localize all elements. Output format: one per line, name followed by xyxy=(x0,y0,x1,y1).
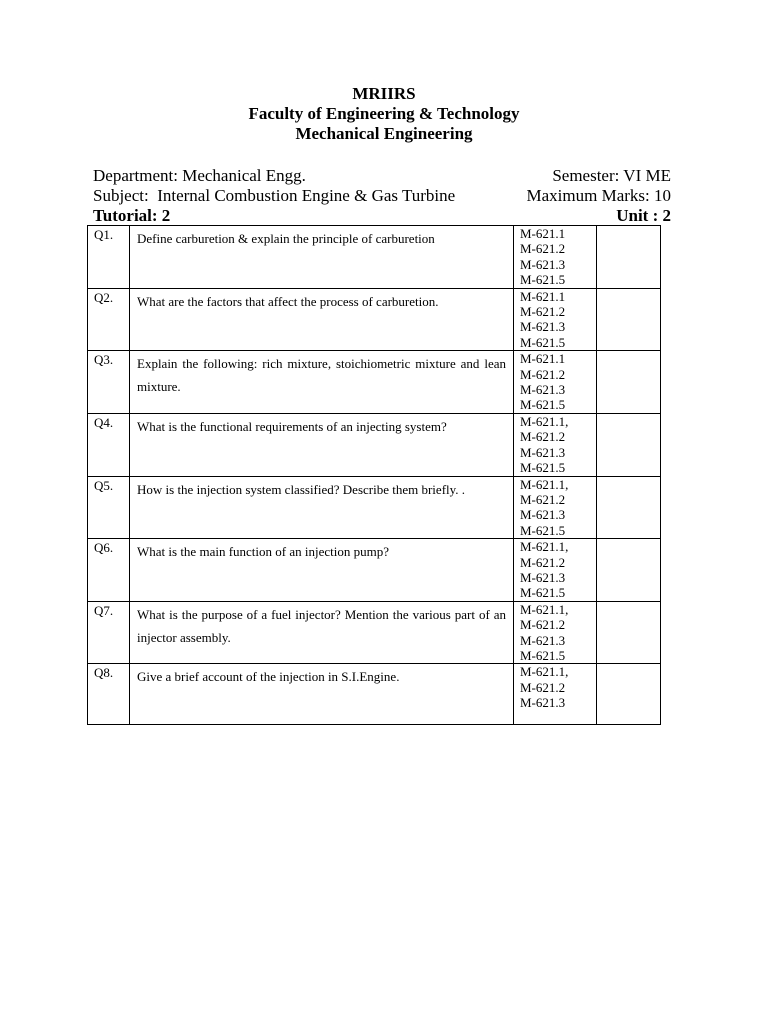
co-code: M-621.2 xyxy=(520,617,566,633)
co-code: M-621.2 xyxy=(520,366,566,382)
question-number: Q5. xyxy=(88,476,130,539)
course-outcomes xyxy=(514,476,597,539)
question-text: Explain the following: rich mixture, stoichiometric mixture and lean mixture. xyxy=(130,351,514,414)
co-code: M-621.2 xyxy=(520,304,566,320)
co-code: M-621.1, xyxy=(520,664,569,680)
marks-cell xyxy=(597,351,661,414)
question-text: Give a brief account of the injection in S.I.Engine. xyxy=(130,664,514,725)
marks-cell xyxy=(597,664,661,725)
question-row xyxy=(88,351,661,414)
co-code: M-621.3 xyxy=(520,632,566,648)
question-number: Q7. xyxy=(88,601,130,664)
question-row xyxy=(88,476,661,539)
question-text: What is the functional requirements of an injecting system? xyxy=(130,413,514,476)
question-row xyxy=(88,413,661,476)
question-number: Q3. xyxy=(88,351,130,414)
marks-cell xyxy=(597,226,661,289)
co-code: M-621.5 xyxy=(520,272,566,288)
question-row xyxy=(88,288,661,351)
question-row xyxy=(88,664,661,725)
co-code: M-621.1, xyxy=(520,539,569,555)
co-code: M-621.3 xyxy=(520,319,566,335)
co-code: M-621.5 xyxy=(520,585,566,601)
co-code: M-621.5 xyxy=(520,397,566,413)
question-row xyxy=(88,226,661,289)
question-text: What is the purpose of a fuel injector? Mention the various part of an injector assembly. xyxy=(130,601,514,664)
question-row xyxy=(88,601,661,664)
co-code: M-621.1, xyxy=(520,476,569,492)
question-text: How is the injection system classified? Describe them briefly. . xyxy=(130,476,514,539)
marks-cell xyxy=(597,413,661,476)
semester-label: Semester: VI ME xyxy=(552,166,671,185)
course-outcomes xyxy=(514,288,597,351)
co-code: M-621.5 xyxy=(520,460,566,476)
co-code: M-621.2 xyxy=(520,679,566,695)
co-code: M-621.3 xyxy=(520,444,566,460)
max-marks-label: Maximum Marks: 10 xyxy=(526,186,671,205)
institute-name: MRIIRS xyxy=(352,84,416,103)
unit-label: Unit : 2 xyxy=(616,206,671,225)
questions-table xyxy=(87,225,661,725)
question-number: Q4. xyxy=(88,413,130,476)
department-title: Mechanical Engineering xyxy=(295,124,473,143)
tutorial-row xyxy=(93,206,671,226)
course-outcomes xyxy=(514,413,597,476)
co-code: M-621.3 xyxy=(520,256,566,272)
marks-cell xyxy=(597,539,661,602)
course-outcomes xyxy=(514,664,597,725)
co-code: M-621.1 xyxy=(520,288,566,304)
question-row xyxy=(88,539,661,602)
co-code: M-621.3 xyxy=(520,507,566,523)
tutorial-label: Tutorial: 2 xyxy=(93,206,171,225)
faculty-name: Faculty of Engineering & Technology xyxy=(248,104,520,123)
subject-row xyxy=(93,186,671,206)
marks-cell xyxy=(597,476,661,539)
marks-cell xyxy=(597,288,661,351)
co-code: M-621.2 xyxy=(520,241,566,257)
department-label: Department: Mechanical Engg. xyxy=(93,166,306,185)
co-code: M-621.1, xyxy=(520,413,569,429)
co-code: M-621.5 xyxy=(520,647,566,663)
co-code: M-621.5 xyxy=(520,334,566,350)
question-text: What is the main function of an injection pump? xyxy=(130,539,514,602)
subject-label: Subject: Internal Combustion Engine & Gas Turbine xyxy=(93,186,456,205)
co-code: M-621.2 xyxy=(520,429,566,445)
question-text: What are the factors that affect the process of carburetion. xyxy=(130,288,514,351)
co-code: M-621.1, xyxy=(520,601,569,617)
co-code: M-621.1 xyxy=(520,351,566,367)
co-code: M-621.5 xyxy=(520,522,566,538)
question-number: Q2. xyxy=(88,288,130,351)
co-code: M-621.3 xyxy=(520,382,566,398)
co-code: M-621.3 xyxy=(520,569,566,585)
co-code: M-621.2 xyxy=(520,554,566,570)
course-outcomes xyxy=(514,351,597,414)
question-number: Q1. xyxy=(88,226,130,289)
course-outcomes xyxy=(514,601,597,664)
co-code: M-621.2 xyxy=(520,491,566,507)
course-outcomes xyxy=(514,226,597,289)
question-text: Define carburetion & explain the principle of carburetion xyxy=(130,226,514,289)
marks-cell xyxy=(597,601,661,664)
department-row xyxy=(93,166,671,186)
question-number: Q8. xyxy=(88,664,130,725)
co-code: M-621.3 xyxy=(520,695,566,711)
document-header xyxy=(0,84,768,144)
course-outcomes xyxy=(514,539,597,602)
co-code: M-621.1 xyxy=(520,226,566,241)
question-number: Q6. xyxy=(88,539,130,602)
